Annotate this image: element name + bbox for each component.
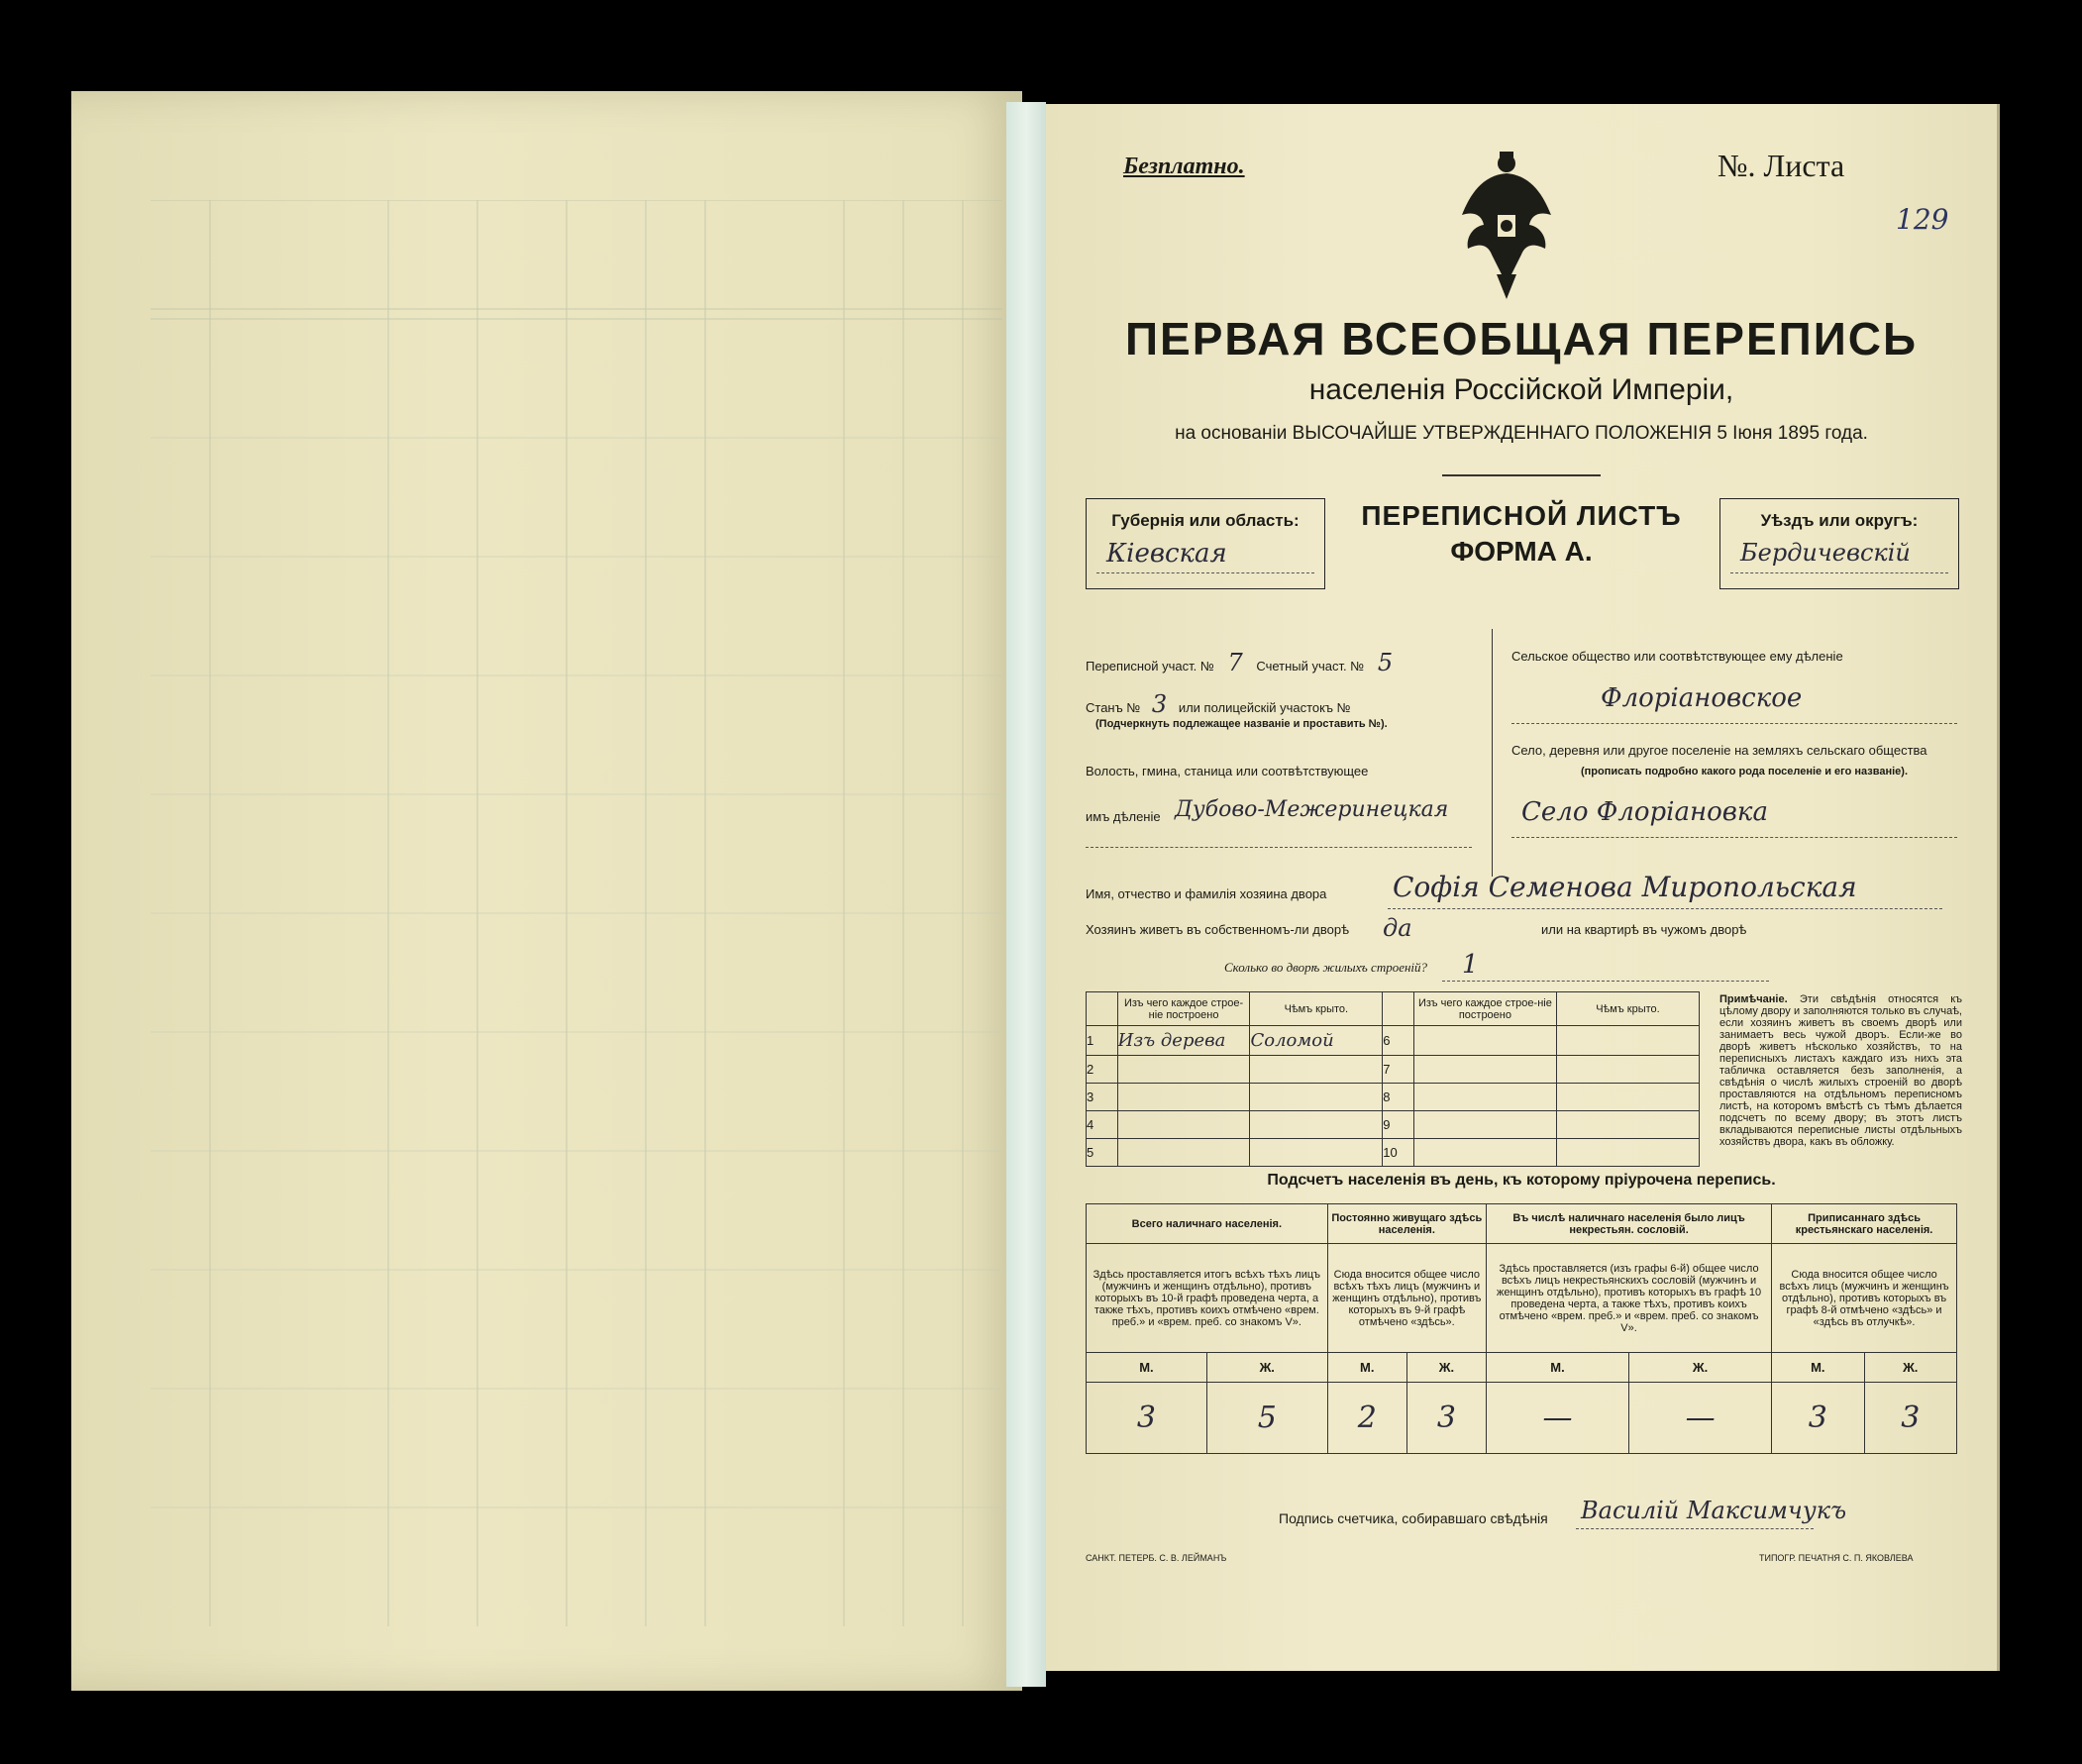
counting-district-label: Счетный участ. № [1256,659,1365,674]
printer-right: ТИПОГР. ПЕЧАТНЯ С. П. ЯКОВЛЕВА [1759,1553,1914,1563]
note-head: Примѣчаніе. [1719,993,1788,1005]
gubernia-box [1086,498,1325,589]
village-label: Село, деревня или другое поселеніе на земляхъ сельскаго общества [1511,743,1927,758]
building-1-built: Изъ дерева [1117,1026,1250,1056]
buildings-col-roof: Чѣмъ крыто. [1250,992,1383,1026]
gubernia-underline [1096,572,1314,573]
village-value: Село Флоріановка [1521,797,1768,827]
volost-underline [1086,847,1472,848]
count-value: — [1629,1383,1772,1454]
owner-name-underline [1388,908,1942,909]
free-label: Безплатно. [1123,154,1245,179]
sheet-number-handwritten: 129 [1896,203,1949,236]
owner-name-label: Имя, отчество и фамилія хозяина двора [1086,886,1327,901]
uezd-label: Уѣздъ или округъ: [1760,511,1919,530]
buildings-label: Сколько во дворѣ жилыхъ строеній? [1224,960,1428,975]
society-value: Флоріановское [1601,683,1803,713]
count-header-total: Всего наличнаго населенія. [1087,1204,1328,1244]
signature-value: Василій Максимчукъ [1581,1497,1847,1524]
owner-rent-label: или на квартирѣ въ чужомъ дворѣ [1541,922,1747,937]
building-1-roof: Соломой [1250,1026,1383,1056]
volost-label: Волость, гмина, станица или соотвѣтствующее [1086,764,1369,778]
form-title-block [1333,500,1710,568]
count-value: — [1486,1383,1628,1454]
census-district-label: Переписной участ. № [1086,659,1214,674]
village-underline [1511,837,1957,838]
buildings-value: 1 [1462,950,1479,980]
count-desc-peasant: Сюда вносится общее число всѣхъ лицъ (мужчинъ и женщинъ отдѣльно), противъ которыхъ въ графѣ 8-й отмѣчено «здѣсь» и «здѣсь въ отлучкѣ». [1772,1244,1957,1353]
count-desc-permanent: Сюда вносится общее число всѣхъ тѣхъ лицъ (мужчинъ и женщинъ отдѣльно), противъ которыхъ въ 9-й графѣ отмѣчено «здѣсь». [1327,1244,1486,1353]
count-title: Подсчетъ населенія въ день, къ которому пріурочена перепись. [1267,1172,1776,1189]
society-underline [1511,723,1957,724]
uezd-box [1719,498,1959,589]
uezd-value: Бердичевскій [1740,539,1911,567]
stan-label: Станъ № [1086,700,1141,715]
form-subtitle: населенія Россійской Имперіи, [1308,373,1734,406]
count-desc-non-peasant: Здѣсь проставляется (изъ графы 6-й) общее число всѣхъ лицъ некрестьянскихъ сословій (мужчинъ и женщинъ отдѣльно), противъ которыхъ въ графѣ 10 проведена черта, а также тѣхъ, противъ коихъ отмѣчено «врем. преб.» и «врем. преб. со знакомъ V». [1486,1244,1771,1353]
count-header-non-peasant: Въ числѣ наличнаго населенія было лицъ некрестьян. сословій. [1486,1204,1771,1244]
ornament-divider [1442,474,1601,476]
counting-district-value: 5 [1377,649,1394,676]
count-header-peasant: Приписаннаго здѣсь крестьянскаго населенія. [1772,1204,1957,1244]
count-f-label: Ж. [1864,1353,1956,1383]
form-title: ПЕРЕПИСНОЙ ЛИСТЪ [1361,500,1682,531]
form-main-title: ПЕРВАЯ ВСЕОБЩАЯ ПЕРЕПИСЬ [1124,313,1919,364]
count-m-label: М. [1486,1353,1628,1383]
stan-row [1086,690,1351,718]
count-value: 3 [1087,1383,1207,1454]
count-f-label: Ж. [1206,1353,1327,1383]
count-value: 5 [1206,1383,1327,1454]
printer-left: САНКТ. ПЕТЕРБ. С. В. ЛЕЙМАНЪ [1086,1553,1227,1563]
count-values-row [1087,1383,1957,1454]
stan-value: 3 [1151,690,1168,718]
signature-underline [1576,1528,1814,1529]
volost-value: Дубово-Межеринецкая [1175,797,1449,822]
form-basis-line: на основаніи ВЫСОЧАЙШЕ УТВЕРЖДЕННАГО ПОЛОЖЕНІЯ 5 Іюня 1895 года. [1175,423,1868,444]
count-m-label: М. [1327,1353,1406,1383]
population-count-table [1086,1203,1957,1454]
buildings-col-built-2: Изъ чего каждое строе-ніе построено [1413,992,1556,1026]
count-m-label: М. [1087,1353,1207,1383]
owner-lives-label: Хозяинъ живетъ въ собственномъ-ли дворѣ [1086,922,1350,937]
owner-lives-value: да [1383,914,1412,942]
buildings-col-built: Изъ чего каждое строе-ніе построено [1117,992,1250,1026]
table-row: 1 Изъ дерева Соломой 6 [1087,1026,1700,1056]
count-value: 3 [1406,1383,1486,1454]
count-f-label: Ж. [1406,1353,1486,1383]
count-m-label: М. [1772,1353,1864,1383]
buildings-note [1719,993,1962,1148]
note-text: Эти свѣдѣнія относятся къ цѣлому двору и заполняются только въ случаѣ, если хозяинъ живетъ въ своемъ дворѣ или занимаетъ весь чужой дворъ. Если-же во дворѣ живетъ нѣсколько хозяйствъ, то на переписныхъ листахъ каждаго изъ нихъ эта табличка оставляется безъ заполненія, а свѣдѣнія о числѣ жилыхъ строеній во дворѣ проставляются на отдѣльномъ переписномъ листѣ, на которомъ вмѣстѣ съ тѣмъ дѣлается подсчетъ по всему двору; въ этотъ листъ вкладываются переписные листы отдѣльныхъ хозяйствъ двора, какъ въ обложку. [1719,993,1962,1148]
sheet-number-label: №. Листа [1718,148,1845,183]
gubernia-value: Кіевская [1106,539,1227,569]
census-district-row [1086,649,1403,676]
police-label: или полицейскій участокъ № [1178,700,1351,715]
left-page [71,91,1022,1691]
census-form-page [1046,104,2000,1671]
village-note: (прописать подробно какого рода поселеніе и его названіе). [1581,766,1909,778]
fields-divider [1492,629,1493,877]
count-header-permanent: Постоянно живущаго здѣсь населенія. [1327,1204,1486,1244]
census-district-value: 7 [1227,649,1243,676]
table-row: 5 10 [1087,1139,1700,1167]
form-subtitle-a: ФОРМА А. [1450,536,1593,567]
table-row: 2 7 [1087,1056,1700,1084]
count-f-label: Ж. [1629,1353,1772,1383]
left-page-faint-grid [151,200,1002,1626]
count-value: 3 [1772,1383,1864,1454]
buildings-table [1086,991,1700,1167]
buildings-col-roof-2: Чѣмъ крыто. [1556,992,1699,1026]
table-row: 3 8 [1087,1084,1700,1111]
count-value: 2 [1327,1383,1406,1454]
signature-label: Подпись счетчика, собиравшаго свѣдѣнія [1279,1510,1548,1526]
volost-label-2: имъ дѣленіе [1086,809,1161,824]
gubernia-label: Губернія или область: [1111,511,1300,530]
imperial-eagle-emblem [1452,146,1561,304]
count-value: 3 [1864,1383,1956,1454]
uezd-underline [1730,572,1948,573]
stan-note: (Подчеркнуть подлежащее названіе и проставить №). [1095,718,1388,730]
book-spine [1006,102,1046,1687]
society-label: Сельское общество или соотвѣтствующее ему дѣленіе [1511,649,1843,664]
count-desc-total: Здѣсь проставляется итогъ всѣхъ тѣхъ лицъ (мужчинъ и женщинъ отдѣльно), противъ которыхъ въ 10-й графѣ проведена черта, а также тѣхъ, противъ коихъ отмѣчено «врем. преб.» и «врем. преб. со знакомъ V». [1087,1244,1328,1353]
owner-name-value: Софія Семенова Миропольская [1393,871,1857,903]
table-row: 4 9 [1087,1111,1700,1139]
buildings-underline [1442,981,1769,982]
